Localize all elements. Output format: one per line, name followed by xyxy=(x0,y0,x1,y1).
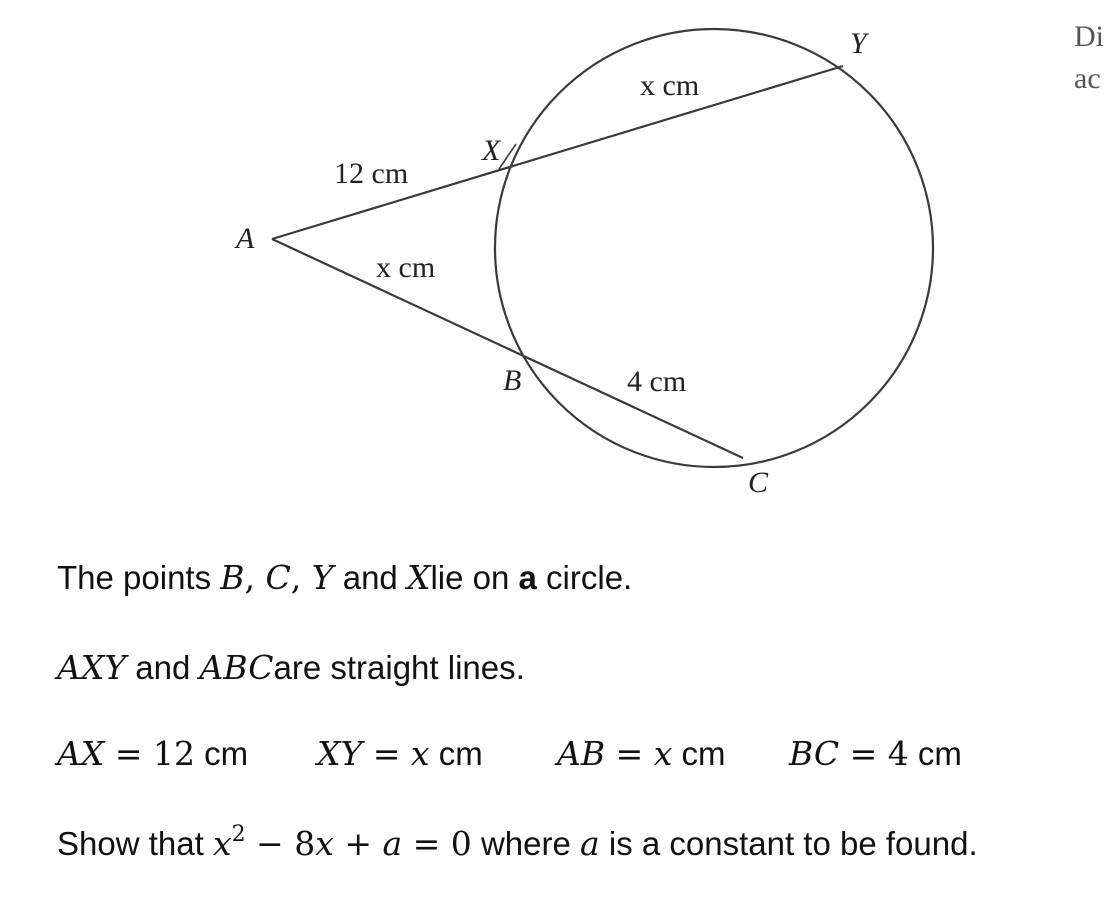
math-variable: x xyxy=(212,824,232,863)
math-point: C xyxy=(265,558,291,597)
math-equals: = xyxy=(104,734,153,773)
math-line: AXY xyxy=(57,648,127,687)
math-equals-zero: = 0 xyxy=(402,824,472,863)
math-line: ABC xyxy=(199,648,274,687)
sentence-points-on-circle xyxy=(57,558,632,598)
text: and xyxy=(126,649,200,686)
math-variable: x xyxy=(653,734,673,773)
text: lie on xyxy=(430,559,519,596)
length-label-bc: 4 cm xyxy=(627,365,687,398)
point-label-a: A xyxy=(236,222,255,255)
point-label-b: B xyxy=(503,364,522,397)
text-article: a xyxy=(518,559,537,596)
unit: cm xyxy=(429,735,483,772)
line-abc xyxy=(272,239,743,458)
text: is a constant to be found. xyxy=(599,825,978,862)
math-equals: = xyxy=(605,734,654,773)
math-point: B xyxy=(220,558,245,597)
math-variable: a xyxy=(580,824,600,863)
text: circle. xyxy=(536,559,633,596)
unit: cm xyxy=(672,735,726,772)
line-axy xyxy=(272,66,843,239)
equation-bc xyxy=(789,734,962,775)
math-operator: + xyxy=(333,824,383,863)
point-label-y: Y xyxy=(850,27,867,60)
length-label-xy: x cm xyxy=(640,69,700,102)
math-segment: XY xyxy=(317,734,363,773)
text: and xyxy=(333,559,407,596)
math-point: Y xyxy=(311,558,334,597)
math-variable: x xyxy=(410,734,430,773)
point-label-x: X xyxy=(482,134,501,167)
equation-xy xyxy=(317,734,483,775)
math-segment: BC xyxy=(789,734,840,773)
math-operator: − 8 xyxy=(245,824,316,863)
math-segment: AB xyxy=(557,734,606,773)
unit: cm xyxy=(908,735,962,772)
text: Show that xyxy=(57,825,213,862)
math-value: 4 xyxy=(887,734,909,773)
math-exponent: 2 xyxy=(231,822,246,847)
point-label-c: C xyxy=(748,466,769,499)
math-variable: a xyxy=(382,824,403,863)
math-segment: AX xyxy=(57,734,105,773)
text: where xyxy=(471,825,581,862)
math-value: 12 xyxy=(152,734,195,773)
math-equals: = xyxy=(362,734,411,773)
cut-off-text-line-1: Di xyxy=(1074,20,1104,53)
circle xyxy=(495,29,933,467)
length-label-ab: x cm xyxy=(376,251,436,284)
unit: cm xyxy=(194,735,249,772)
equation-ax xyxy=(57,734,248,775)
equation-ab xyxy=(557,734,726,775)
math-comma: , xyxy=(290,558,312,597)
sentence-straight-lines xyxy=(57,648,525,688)
math-comma: , xyxy=(244,558,266,597)
text: The points xyxy=(57,559,221,596)
cut-off-text-line-2: ac xyxy=(1074,62,1101,95)
length-label-ax: 12 cm xyxy=(334,157,409,190)
math-variable: x xyxy=(315,824,334,863)
sentence-show-that xyxy=(57,824,978,864)
math-point: X xyxy=(406,558,431,597)
math-equals: = xyxy=(839,734,888,773)
text: are straight lines. xyxy=(273,649,525,686)
